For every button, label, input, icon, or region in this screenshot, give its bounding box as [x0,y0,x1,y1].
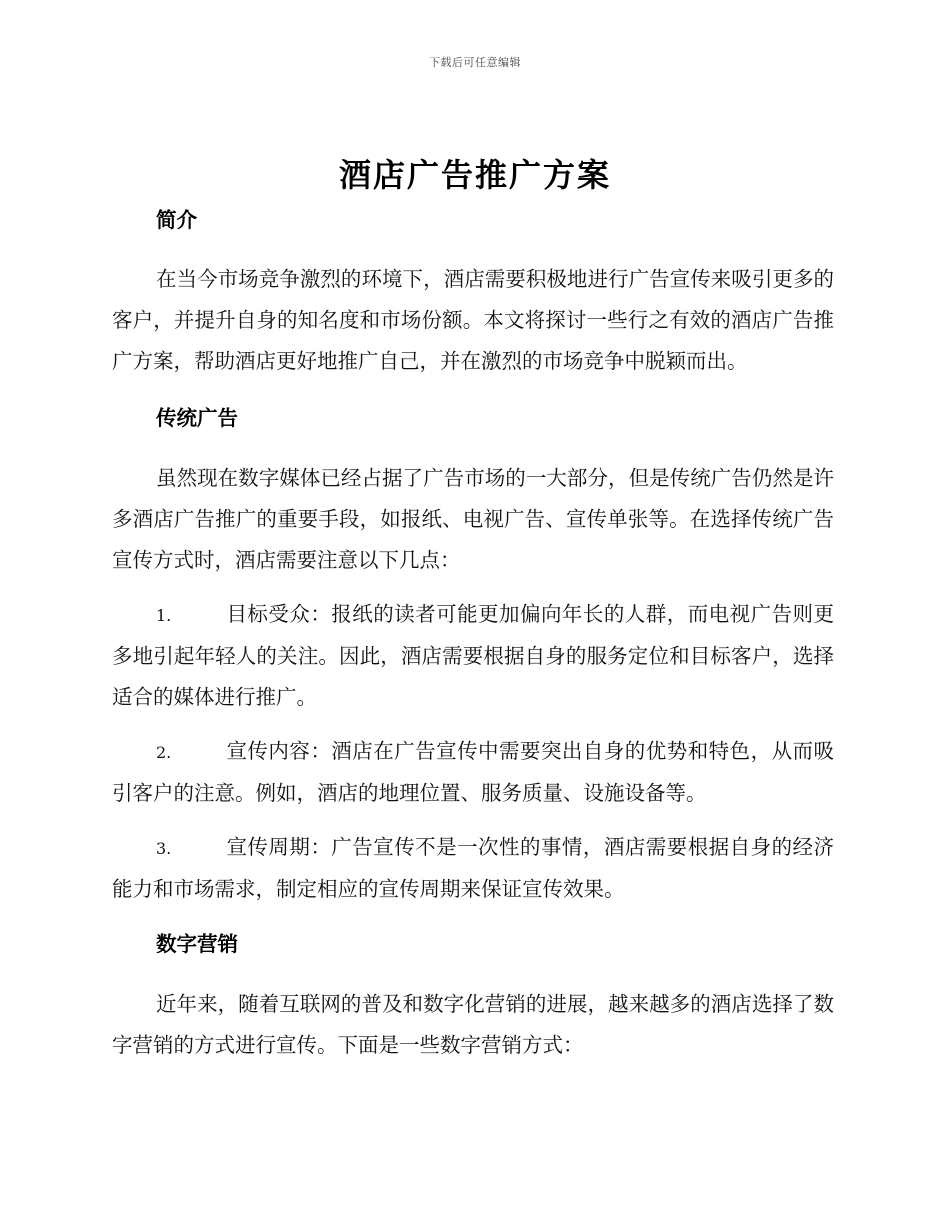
document-body [112,204,834,1066]
list-item [112,731,834,814]
paragraph-intro: 在当今市场竞争激烈的环境下，酒店需要积极地进行广告宣传来吸引更多的客户，并提升自身的知名度和市场份额。本文将探讨一些行之有效的酒店广告推广方案，帮助酒店更好地推广自己，并在激烈的市场竞争中脱颖而出。 [112,267,834,373]
list-item-number: 2. [156,743,172,762]
header-note: 下载后可任意编辑 [429,56,521,69]
list-item-text: 目标受众：报纸的读者可能更加偏向年长的人群，而电视广告则更多地引起年轻人的关注。因此，酒店需要根据自身的服务定位和目标客户，选择适合的媒体进行推广。 [112,602,834,709]
paragraph-digital: 近年来，随着互联网的普及和数字化营销的进展，越来越多的酒店选择了数字营销的方式进行宣传。下面是一些数字营销方式： [112,992,834,1057]
paragraph-traditional: 虽然现在数字媒体已经占据了广告市场的一大部分，但是传统广告仍然是许多酒店广告推广的重要手段，如报纸、电视广告、宣传单张等。在选择传统广告宣传方式时，酒店需要注意以下几点： [112,466,834,572]
list-item-text: 宣传内容：酒店在广告宣传中需要突出自身的优势和特色，从而吸引客户的注意。例如，酒店的地理位置、服务质量、设施设备等。 [112,739,834,805]
list-item [112,827,834,910]
document-title: 酒店广告推广方案 [338,156,611,194]
section-heading-intro: 简介 [156,208,197,232]
list-item-number: 3. [156,839,172,858]
list-item-text: 宣传周期：广告宣传不是一次性的事情，酒店需要根据自身的经济能力和市场需求，制定相应的宣传周期来保证宣传效果。 [112,835,834,901]
section-heading-traditional: 传统广告 [156,406,238,430]
list-item [112,594,834,718]
section-heading-digital: 数字营销 [156,932,238,956]
list-item-number: 1. [156,606,172,625]
